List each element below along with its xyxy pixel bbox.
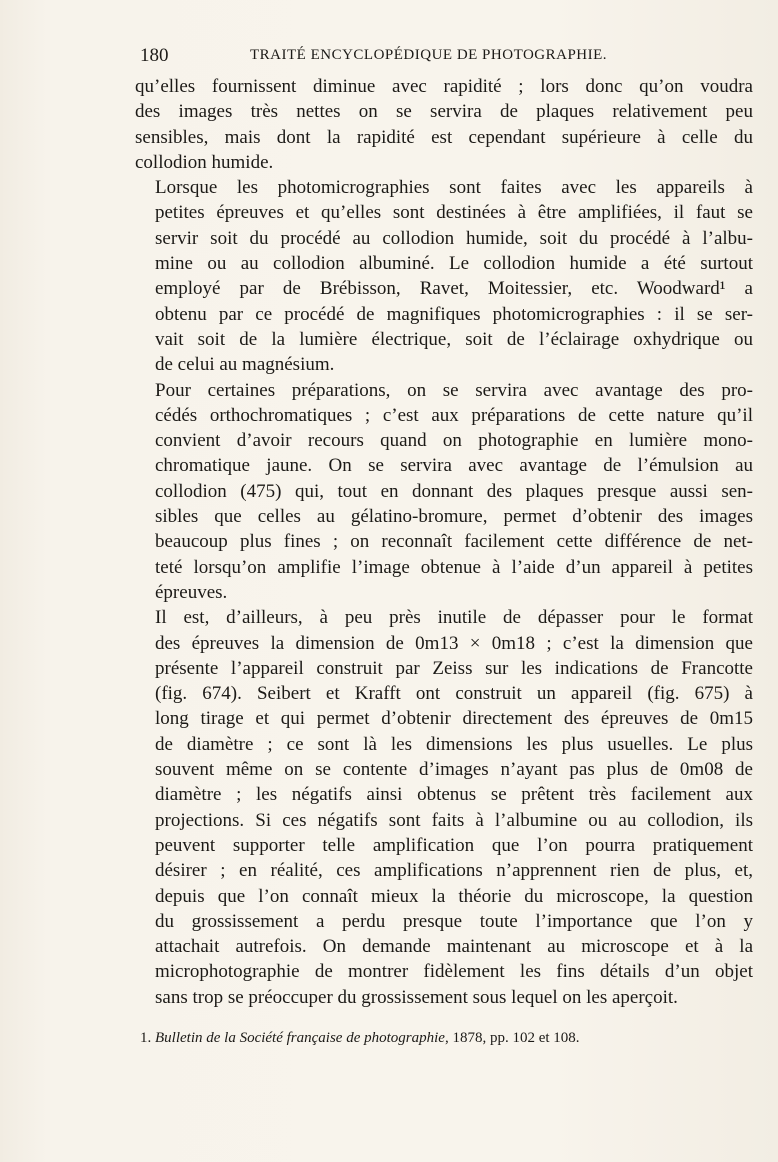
page-number: 180 [140,45,169,66]
paragraph [135,605,753,1010]
text-line: des images très nettes on se servira de plaques relativement peu [135,101,753,123]
text-line: obtenu par ce procédé de magnifiques photomicrographies : il se ser- [155,303,753,325]
text-line: servir soit du procédé au collodion humide, soit du procédé à l’albu- [155,227,753,249]
text-line: collodion humide. [135,151,274,173]
text-line: diamètre ; les négatifs ainsi obtenus se prêtent très facilement aux [155,784,753,806]
text-line: teté lorsqu’on amplifie l’image obtenue à l’aide d’un appareil à petites [155,556,753,578]
text-line: depuis que l’on connaît mieux la théorie du microscope, la question [155,885,753,907]
page-header [140,45,750,69]
text-line: sibles que celles au gélatino-bromure, permet d’obtenir des images [155,506,753,528]
text-line: Pour certaines préparations, on se servira avec avantage des pro- [155,379,753,401]
text-line: sans trop se préoccuper du grossissement sous lequel on les aperçoit. [155,986,678,1008]
text-line: sensibles, mais dont la rapidité est cependant supérieure à celle du [135,126,753,148]
text-line: chromatique jaune. On se servira avec avantage de l’émulsion au [155,455,753,477]
text-line: employé par de Brébisson, Ravet, Moitessier, etc. Woodward¹ a [155,278,753,300]
text-line: Lorsque les photomicrographies sont faites avec les appareils à [155,177,753,199]
text-line: de diamètre ; ce sont là les dimensions les plus usuelles. Le plus [155,733,753,755]
text-line: qu’elles fournissent diminue avec rapidité ; lors donc qu’on voudra [135,76,753,97]
text-line: cédés orthochromatiques ; c’est aux préparations de cette nature qu’il [155,404,753,426]
footnote-source: Bulletin de la Société française de photographie [155,1030,445,1046]
text-line: petites épreuves et qu’elles sont destinées à être amplifiées, il faut se [155,202,753,224]
text-line: épreuves. [155,581,228,603]
text-line: présente l’appareil construit par Zeiss sur les indications de Francotte [155,657,753,679]
footnote [140,1030,740,1047]
text-line: du grossissement a perdu presque toute l’importance que l’on y [155,910,753,932]
text-line: mine ou au collodion albuminé. Le collodion humide a été surtout [155,253,753,275]
text-line: convient d’avoir recours quand on photographie en lumière mono- [155,430,753,452]
running-title: TRAITÉ ENCYCLOPÉDIQUE DE PHOTOGRAPHIE. [250,47,608,63]
body-text [135,74,753,1010]
paragraph [135,74,753,175]
text-line: désirer ; en réalité, ces amplifications n’apprennent rien de plus, et, [155,860,753,882]
text-line: beaucoup plus fines ; on reconnaît facilement cette différence de net- [155,531,753,553]
text-line: souvent même on se contente d’images n’ayant pas plus de 0m08 de [155,759,753,781]
text-line: collodion (475) qui, tout en donnant des plaques presque aussi sen- [155,480,753,502]
footnote-number: 1. [140,1030,152,1046]
text-line: attachait autrefois. On demande maintenant au microscope et à la [155,936,753,958]
text-line: long tirage et qui permet d’obtenir directement des épreuves de 0m15 [155,708,753,730]
text-line: des épreuves la dimension de 0m13 × 0m18 ; c’est la dimension que [155,632,753,654]
paragraph [135,175,753,377]
text-line: projections. Si ces négatifs sont faits à l’albumine ou au collodion, ils [155,809,753,831]
text-line: peuvent supporter telle amplification que l’on pourra pratiquement [155,834,753,856]
footnote-details: , 1878, pp. 102 et 108. [444,1030,580,1046]
text-line: vait soit de la lumière électrique, soit de l’éclairage oxhydrique ou [155,328,753,350]
text-line: (fig. 674). Seibert et Krafft ont construit un appareil (fig. 675) à [155,683,753,705]
text-line: Il est, d’ailleurs, à peu près inutile de dépasser pour le format [155,607,753,629]
text-line: de celui au magnésium. [155,354,335,376]
paragraph [135,378,753,606]
text-line: microphotographie de montrer fidèlement les fins détails d’un objet [155,961,753,983]
